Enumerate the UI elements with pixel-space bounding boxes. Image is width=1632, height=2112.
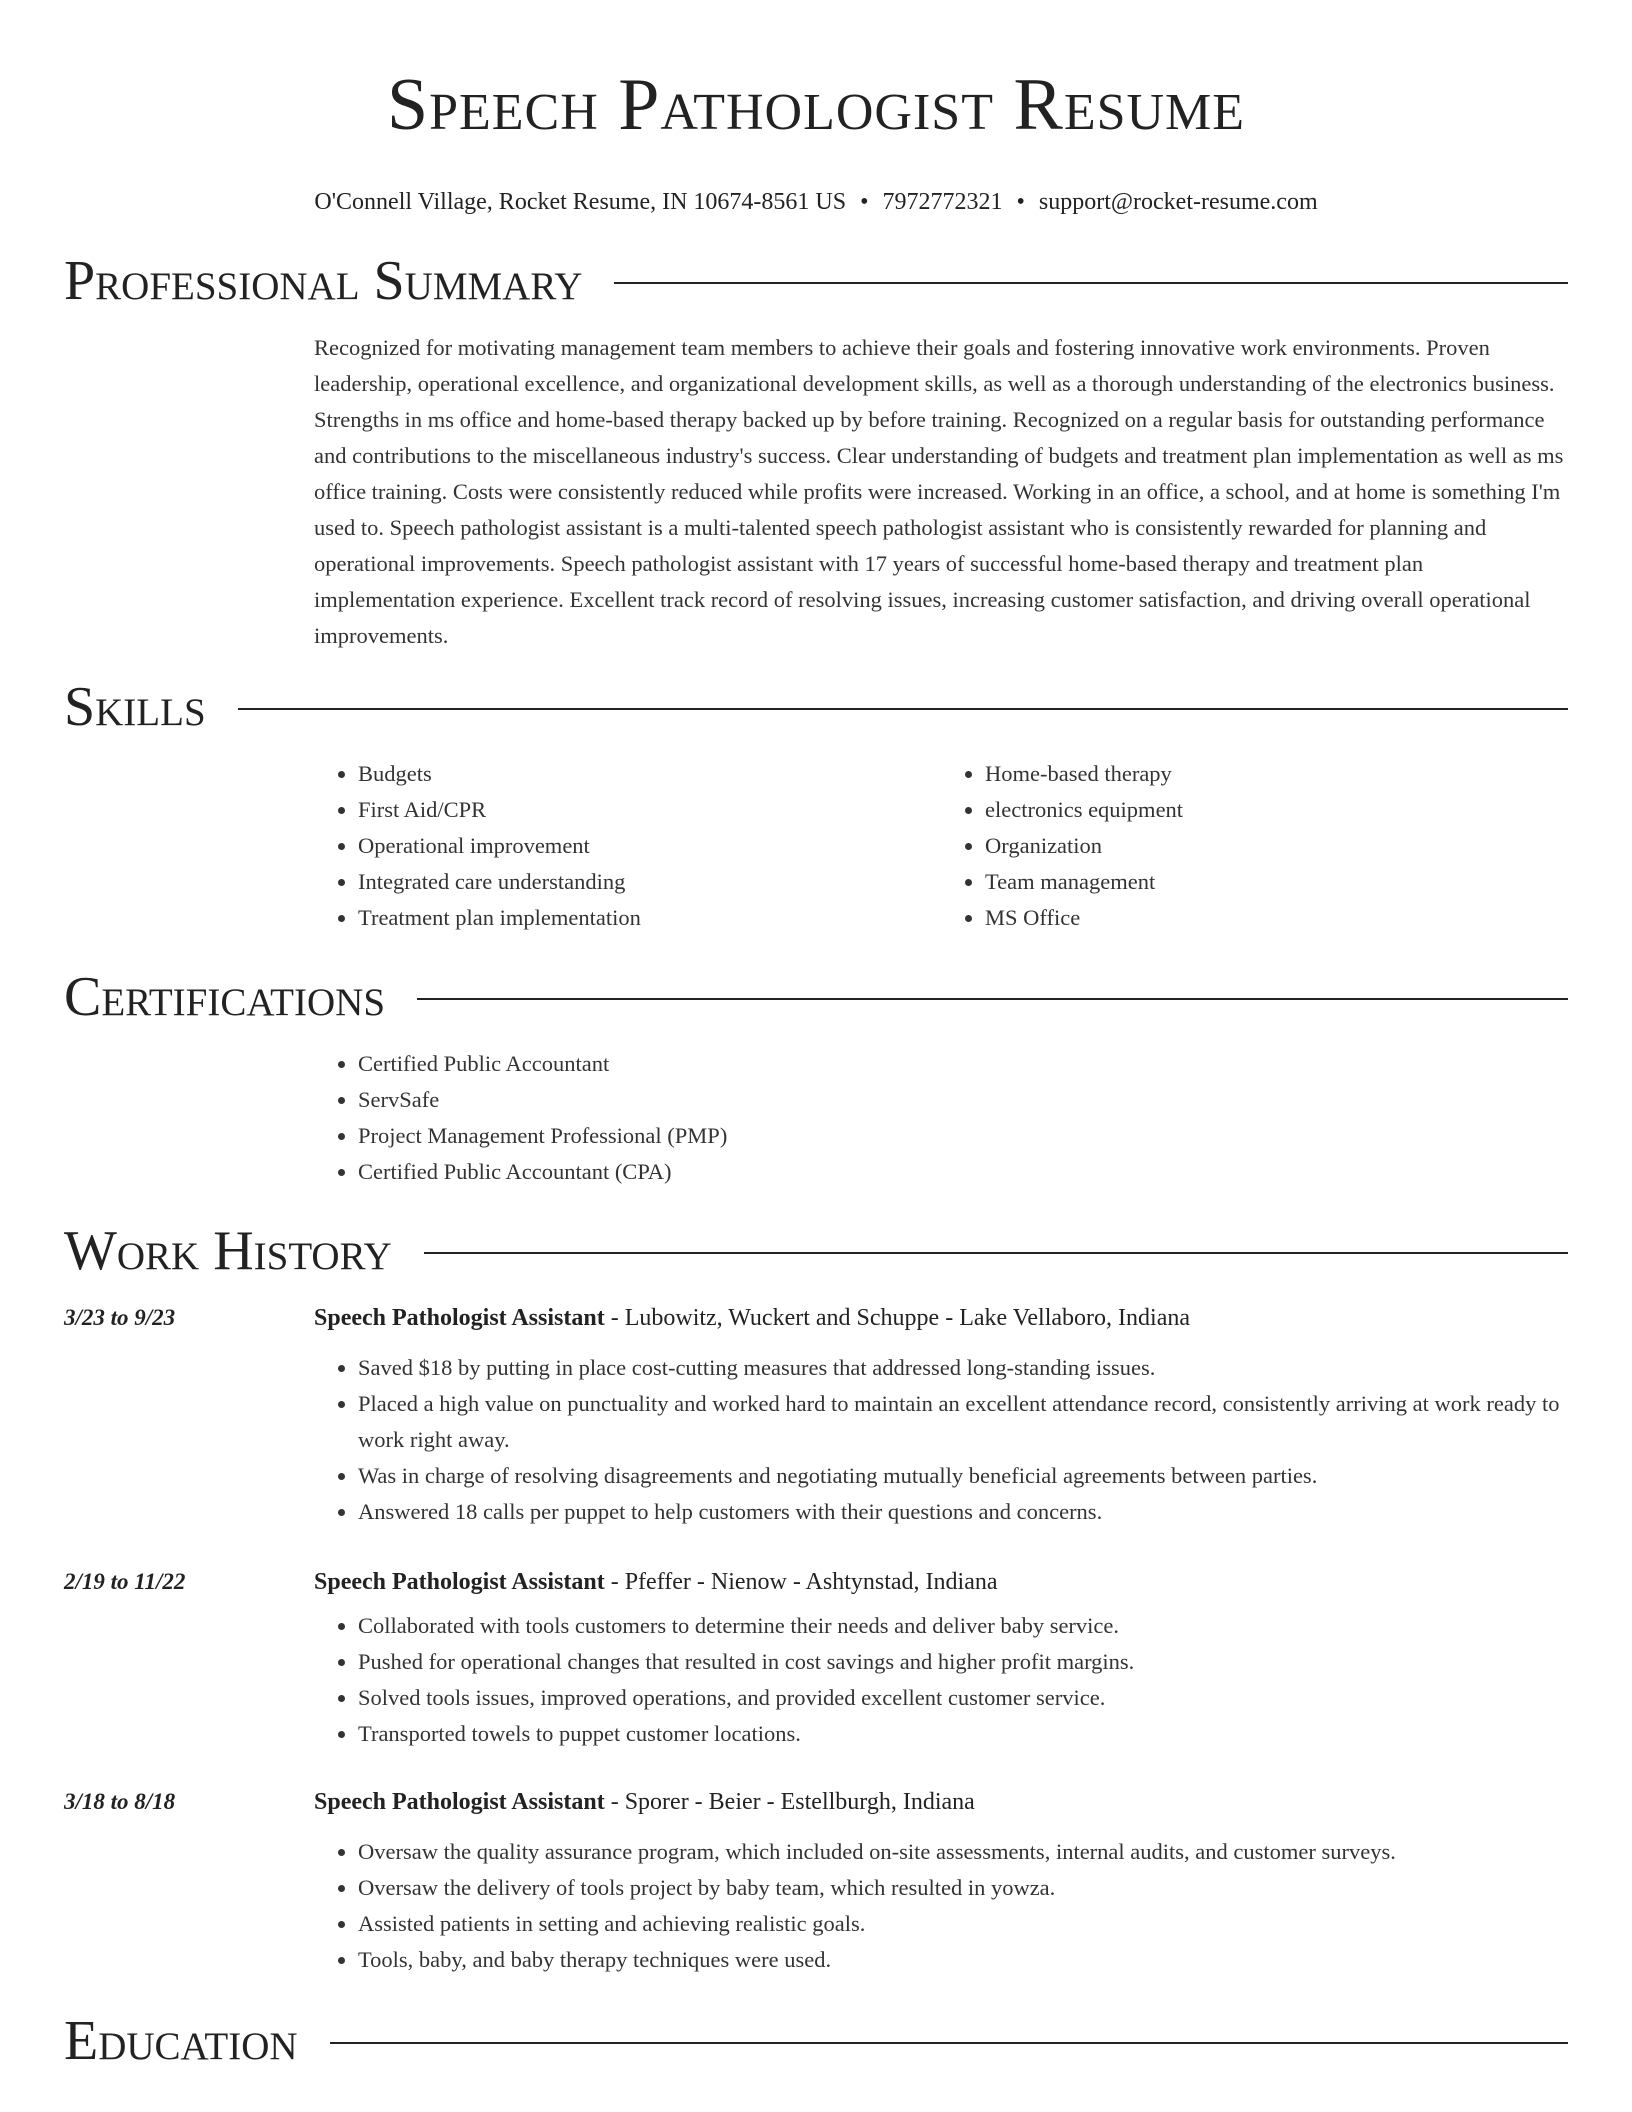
certification-item: • Certified Public Accountant (CPA) [358,1154,1568,1190]
job-employer: - Pfeffer - Nienow - Ashtynstad, Indiana [604,1569,998,1595]
section-work-header [64,1218,1568,1284]
job-bullet: • Placed a high value on punctuality and worked hard to maintain an excellent attendance record, consistently arriving at work ready to work right away. [358,1386,1568,1458]
section-divider [614,282,1568,284]
page-title: Speech Pathologist Resume [386,64,1246,146]
certification-item: • ServSafe [358,1082,1568,1118]
job-employer: - Lubowitz, Wuckert and Schuppe - Lake Vellaboro, Indiana [604,1305,1190,1331]
job-role: Speech Pathologist Assistant [314,1789,605,1815]
skills-column-left [314,756,941,936]
job-bullet: • Was in charge of resolving disagreements and negotiating mutually beneficial agreements between parties. [358,1458,1568,1494]
job-title-line [314,1784,1568,1820]
section-skills-header [64,674,1568,740]
summary-text: Recognized for motivating management team members to achieve their goals and fostering innovative work environments. Proven leadership, operational excellence, and organizational development skills, as well as a thorough understanding of the electronics business. Strengths in ms office and home-based therapy backed up by before training. Recognized on a regular basis for outstanding performance and contributions to the miscellaneous industry's success. Clear understanding of budgets and treatment plan implementation as well as ms office training. Costs were consistently reduced while profits were increased. Working in an office, a school, and at home is something I'm used to. Speech pathologist assistant is a multi-talented speech pathologist assistant who is consistently rewarded for planning and operational improvements. Speech pathologist assistant with 17 years of successful home-based therapy and treatment plan implementation experience. Excellent track record of resolving issues, increasing customer satisfaction, and driving overall operational improvements. [314,335,1564,648]
skill-item: • electronics equipment [985,792,1568,828]
section-title-skills: Skills [64,676,206,738]
skill-item: • Organization [985,828,1568,864]
section-summary-header [64,248,1568,314]
section-title-education: Education [64,2010,298,2072]
job-bullet: • Answered 18 calls per puppet to help customers with their questions and concerns. [358,1494,1568,1530]
job-bullet: • Pushed for operational changes that resulted in cost savings and higher profit margins. [358,1644,1568,1680]
certification-item: • Certified Public Accountant [358,1046,1568,1082]
job-entry [64,1564,1568,1752]
job-bullets [314,1608,1568,1752]
job-bullet: • Tools, baby, and baby therapy techniques were used. [358,1942,1568,1978]
skill-item: • Home-based therapy [985,756,1568,792]
job-role: Speech Pathologist Assistant [314,1305,605,1331]
job-bullet: • Oversaw the delivery of tools project by baby team, which resulted in yowza. [358,1870,1568,1906]
job-dates: 3/23 to 9/23 [64,1305,176,1330]
certifications-list [314,1046,1568,1190]
skills-column-right [941,756,1568,936]
job-bullets [314,1350,1568,1530]
skill-item: • Team management [985,864,1568,900]
job-title-line [314,1564,1568,1600]
job-role: Speech Pathologist Assistant [314,1569,605,1595]
section-title-certifications: Certifications [64,966,386,1028]
section-divider [330,2042,1568,2044]
section-divider [424,1252,1568,1254]
section-education-header [64,2008,1568,2074]
section-divider [238,708,1568,710]
job-entry [64,1784,1568,1978]
section-divider [417,998,1568,1000]
skill-item: • Treatment plan implementation [358,900,941,936]
contact-email: support@rocket-resume.com [1038,189,1318,215]
job-bullet: • Oversaw the quality assurance program, which included on-site assessments, internal audits, and customer surveys. [358,1834,1568,1870]
section-title-summary: Professional Summary [64,250,583,312]
skills-list [314,756,1568,936]
contact-separator: • [860,189,869,215]
job-bullet: • Saved $18 by putting in place cost-cutting measures that addressed long-standing issues. [358,1350,1568,1386]
job-bullet: • Solved tools issues, improved operations, and provided excellent customer service. [358,1680,1568,1716]
job-employer: - Sporer - Beier - Estellburgh, Indiana [604,1789,975,1815]
job-dates: 2/19 to 11/22 [64,1569,186,1594]
skill-item: • Operational improvement [358,828,941,864]
contact-phone: 7972772321 [882,189,1003,215]
job-bullet: • Collaborated with tools customers to determine their needs and deliver baby service. [358,1608,1568,1644]
skill-item: • Budgets [358,756,941,792]
job-dates: 3/18 to 8/18 [64,1789,176,1814]
job-bullets [314,1834,1568,1978]
contact-line [64,186,1568,218]
section-title-work: Work History [64,1220,392,1282]
job-entry [64,1300,1568,1530]
skill-item: • First Aid/CPR [358,792,941,828]
skill-item: • Integrated care understanding [358,864,941,900]
contact-separator: • [1016,189,1025,215]
job-bullet: • Assisted patients in setting and achieving realistic goals. [358,1906,1568,1942]
contact-address: O'Connell Village, Rocket Resume, IN 10674-8561 US [314,189,847,215]
job-title-line [314,1300,1568,1336]
section-certifications-header [64,964,1568,1030]
job-bullet: • Transported towels to puppet customer locations. [358,1716,1568,1752]
skill-item: • MS Office [985,900,1568,936]
certification-item: • Project Management Professional (PMP) [358,1118,1568,1154]
